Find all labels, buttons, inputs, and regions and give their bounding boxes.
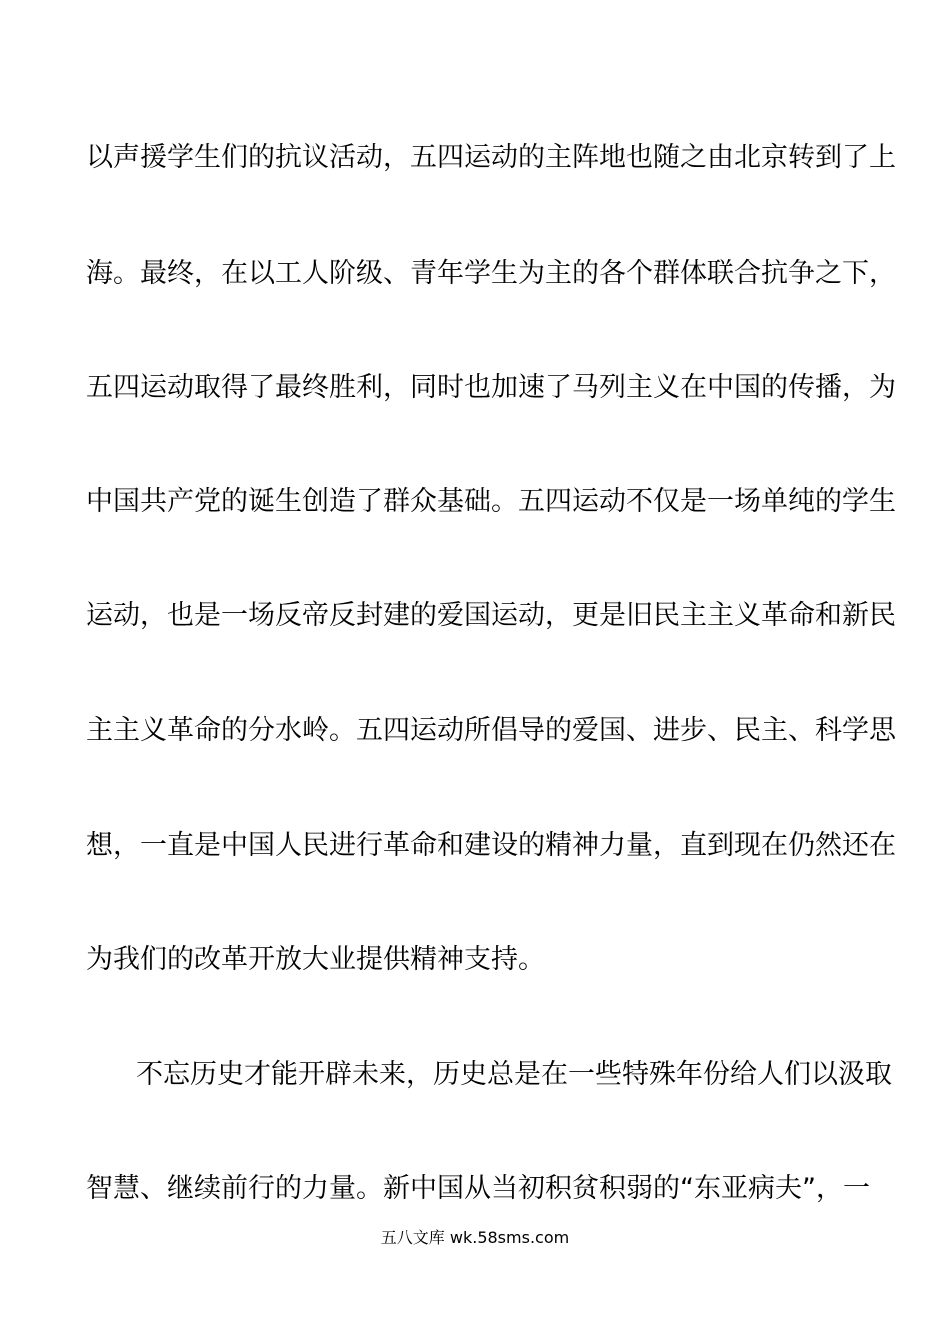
- body-text-line: 运动，也是一场反帝反封建的爱国运动，更是旧民主主义革命和新民: [86, 600, 896, 631]
- body-text-line: 为我们的改革开放大业提供精神支持。: [86, 944, 545, 975]
- body-text-line: 智慧、继续前行的力量。新中国从当初积贫积弱的“东亚病夫”，一: [86, 1173, 870, 1204]
- body-text-line: 主主义革命的分水岭。五四运动所倡导的爱国、进步、民主、科学思: [86, 715, 896, 746]
- body-text-line: 中国共产党的诞生创造了群众基础。五四运动不仅是一场单纯的学生: [86, 486, 896, 517]
- footer-watermark: 五八文库 wk.58sms.com: [380, 1228, 570, 1247]
- body-text-line: 海。最终，在以工人阶级、青年学生为主的各个群体联合抗争之下，: [86, 258, 896, 289]
- body-text-line: 五四运动取得了最终胜利，同时也加速了马列主义在中国的传播，为: [86, 372, 896, 403]
- body-text-line: 以声援学生们的抗议活动，五四运动的主阵地也随之由北京转到了上: [86, 142, 896, 173]
- body-text-line: 想，一直是中国人民进行革命和建设的精神力量，直到现在仍然还在: [86, 830, 896, 861]
- paragraph-first-line: 不忘历史才能开辟未来，历史总是在一些特殊年份给人们以汲取: [136, 1059, 892, 1090]
